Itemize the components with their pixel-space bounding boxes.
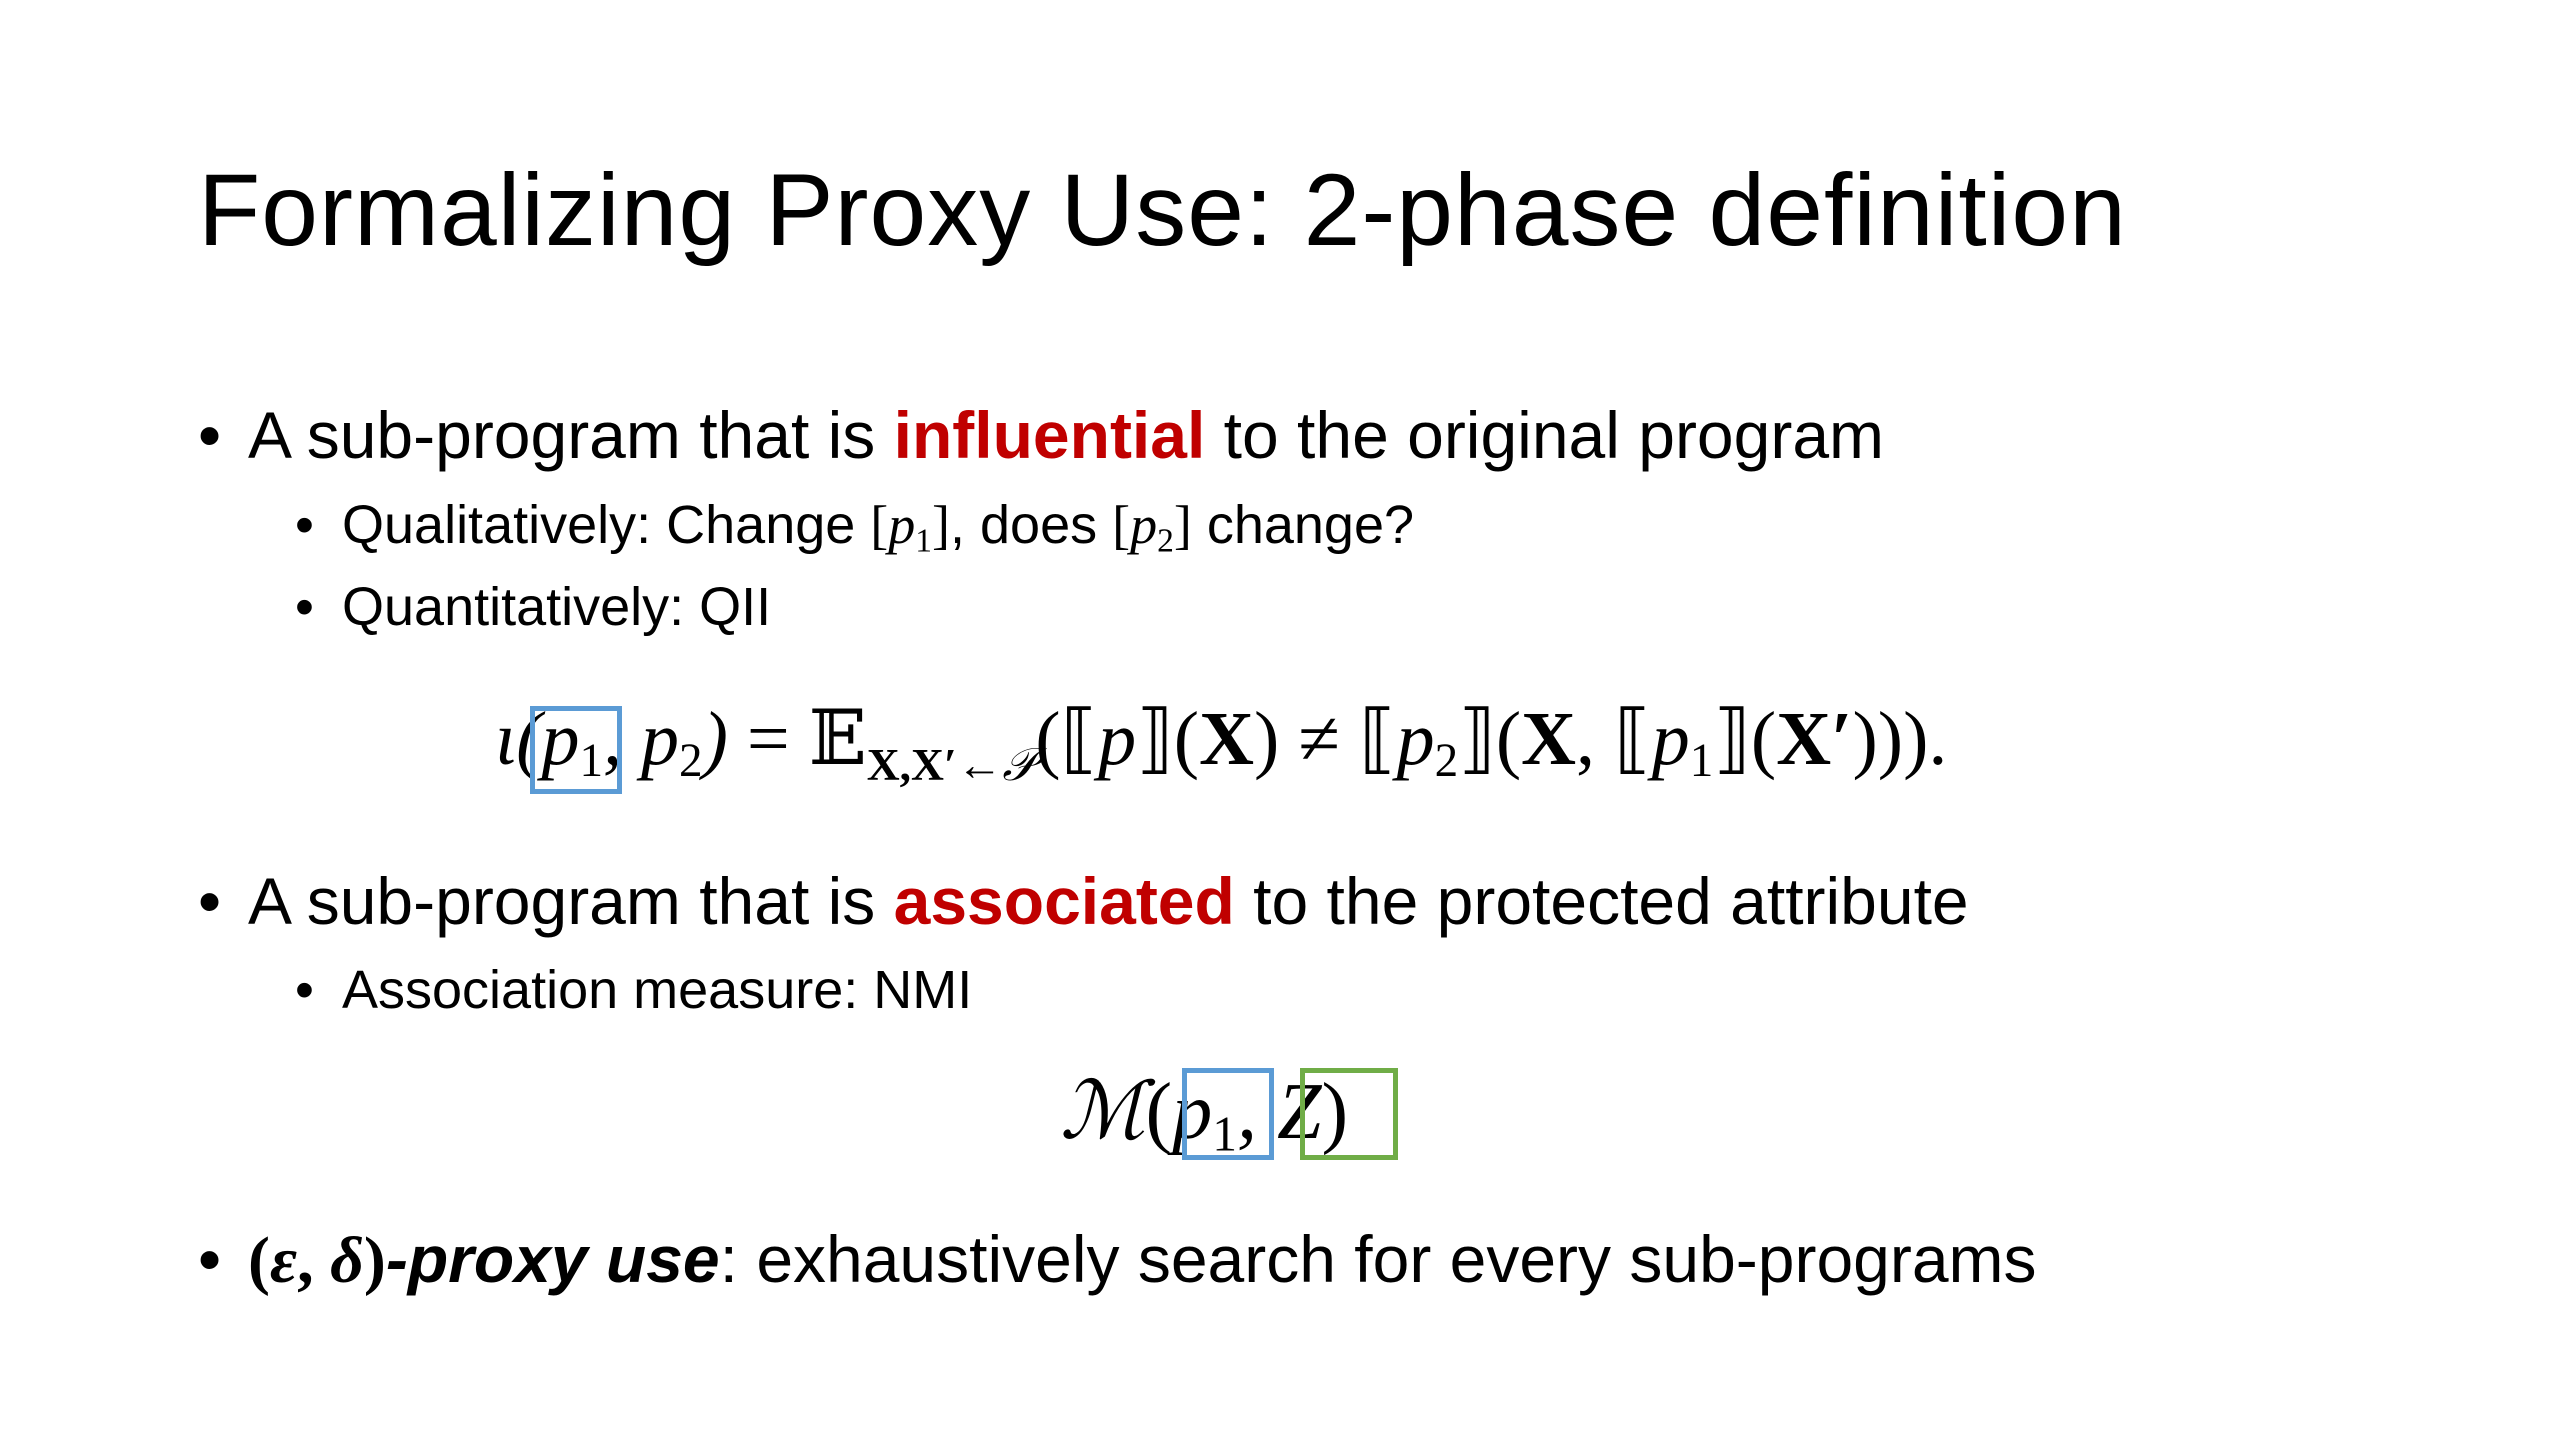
bullet-text-suffix: to the original program [1205, 398, 1885, 472]
sub-bullet-qualitatively: • Qualitatively: Change $[p_1]$, does $[p_2]$ change? [295, 495, 1415, 560]
bullet-influential: • A sub-program that is influential to the original program [198, 398, 1885, 472]
qii-equation: $\iota(p_1$, $p_2$) = 𝔼$_{X,X'\leftarrow 𝒫}$(⟦p⟧(X) ≠ $⟦p_2⟧(X$, $⟦p_1⟧(X')$)). [495, 693, 1948, 790]
math-p2-bracket: $[p_2]$ [1112, 495, 1192, 560]
sub-text-prefix: Qualitatively: Change [342, 495, 871, 555]
bullet-proxy-use: • (ε, δ)-proxy use: exhaustively search for every sub-programs [198, 1222, 2037, 1297]
bullet-text-suffix: to the protected attribute [1234, 864, 1969, 938]
bullet-associated: • A sub-program that is associated to the protected attribute [198, 864, 1969, 938]
bullet-text-suffix: : exhaustively search for every sub-programs [719, 1222, 2037, 1296]
sub-text-suffix: change? [1191, 495, 1415, 555]
p1-highlight-box-2 [1182, 1068, 1274, 1160]
sub-text-mid: , does [950, 495, 1113, 555]
bullet-text-prefix: A sub-program that is [248, 398, 894, 472]
nmi-equation: $ℳ(p_1$, Z) [1060, 1068, 1349, 1162]
epsilon-delta-math: (ε, δ) [248, 1224, 386, 1297]
p1-highlight-box [530, 706, 622, 794]
math-p1-bracket: $[p_1]$ [870, 495, 950, 560]
sub-bullet-association-measure: • Association measure: NMI [295, 960, 973, 1020]
slide-title: Formalizing Proxy Use: 2-phase definition [198, 153, 2127, 267]
highlight-associated: associated [893, 864, 1235, 938]
sub-text: Quantitatively: QII [342, 577, 772, 637]
sub-text: Association measure: NMI [342, 960, 973, 1020]
proxy-use-term: -proxy use [385, 1222, 720, 1296]
z-highlight-box [1300, 1068, 1398, 1160]
sub-bullet-quantitatively: • Quantitatively: QII [295, 577, 772, 637]
highlight-influential: influential [893, 398, 1206, 472]
bullet-text-prefix: A sub-program that is [248, 864, 894, 938]
